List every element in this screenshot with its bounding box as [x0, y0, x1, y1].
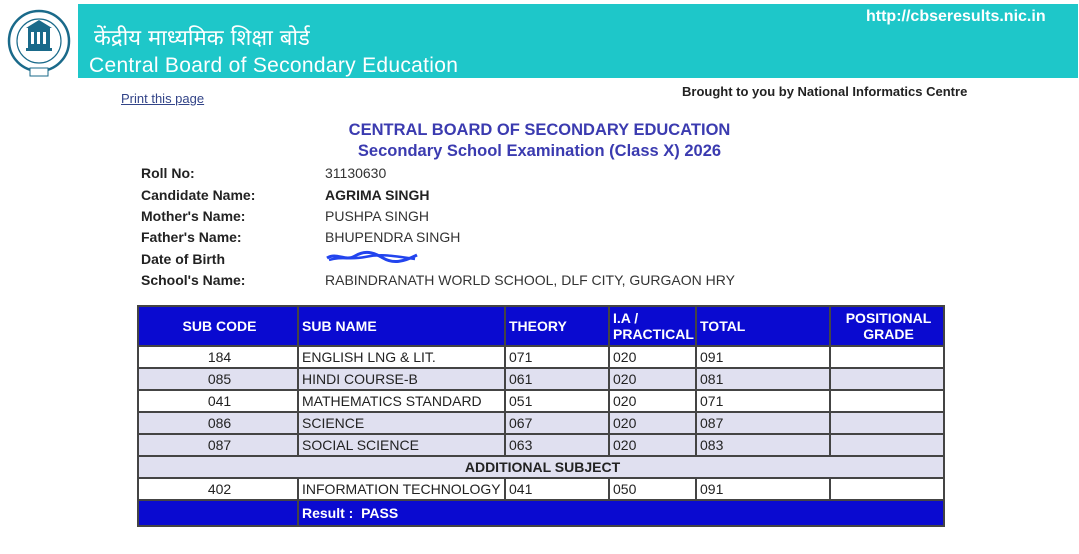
total-cell: 091 [696, 478, 830, 500]
english-board-title: Central Board of Secondary Education [89, 54, 459, 77]
table-row [138, 434, 944, 456]
result-spacer [138, 500, 298, 526]
roll-no-label: Roll No: [141, 165, 195, 181]
total-cell: 081 [696, 368, 830, 390]
ia-cell: 020 [609, 390, 696, 412]
ia-cell: 020 [609, 368, 696, 390]
result-label: Result : [302, 505, 354, 521]
total-header: TOTAL [696, 306, 830, 346]
sub-name-cell: SCIENCE [298, 412, 505, 434]
sub-code-cell: 402 [138, 478, 298, 500]
result-value: PASS [361, 505, 399, 521]
table-row [138, 368, 944, 390]
table-row [138, 390, 944, 412]
sub-name-header: SUB NAME [298, 306, 505, 346]
school-name-value: RABINDRANATH WORLD SCHOOL, DLF CITY, GURGAON HRY [325, 272, 735, 288]
result-row [138, 500, 944, 526]
theory-cell: 051 [505, 390, 609, 412]
header-banner [0, 4, 1078, 78]
table-row [138, 346, 944, 368]
total-cell: 087 [696, 412, 830, 434]
grade-header-line2: GRADE [863, 326, 914, 342]
total-cell: 071 [696, 390, 830, 412]
mother-name-value: PUSHPA SINGH [325, 208, 429, 224]
marks-table [137, 305, 945, 527]
theory-cell: 067 [505, 412, 609, 434]
father-name-value: BHUPENDRA SINGH [325, 229, 461, 245]
cbse-emblem-icon [6, 8, 72, 78]
marks-header-row [138, 306, 944, 346]
table-row [138, 478, 944, 500]
ia-header-line2: PRACTICAL [613, 326, 694, 342]
ia-cell: 050 [609, 478, 696, 500]
result-cell [298, 500, 944, 526]
school-name-label: School's Name: [141, 272, 246, 288]
grade-cell [830, 412, 944, 434]
grade-cell [830, 368, 944, 390]
grade-cell [830, 346, 944, 368]
theory-cell: 071 [505, 346, 609, 368]
grade-cell [830, 434, 944, 456]
additional-subject-row [138, 456, 944, 478]
theory-cell: 041 [505, 478, 609, 500]
grade-cell [830, 390, 944, 412]
nic-credit: Brought to you by National Informatics Centre [682, 84, 968, 99]
sub-code-cell: 086 [138, 412, 298, 434]
ia-cell: 020 [609, 434, 696, 456]
theory-cell: 061 [505, 368, 609, 390]
roll-no-value: 31130630 [325, 165, 387, 181]
sub-name-cell: HINDI COURSE-B [298, 368, 505, 390]
print-page-link[interactable]: Print this page [121, 91, 205, 106]
father-name-label: Father's Name: [141, 229, 242, 245]
mother-name-label: Mother's Name: [141, 208, 246, 224]
sub-name-cell: SOCIAL SCIENCE [298, 434, 505, 456]
table-row [138, 412, 944, 434]
dob-label: Date of Birth [141, 251, 225, 267]
result-heading: CENTRAL BOARD OF SECONDARY EDUCATION [348, 121, 731, 139]
grade-header [830, 306, 944, 346]
ia-header-line1: I.A / [613, 310, 639, 326]
theory-header: THEORY [505, 306, 609, 346]
grade-cell [830, 478, 944, 500]
hindi-board-title: केंद्रीय माध्यमिक शिक्षा बोर्ड [94, 26, 310, 51]
total-cell: 091 [696, 346, 830, 368]
sub-code-cell: 085 [138, 368, 298, 390]
ia-practical-header [609, 306, 696, 346]
sub-name-cell: MATHEMATICS STANDARD [298, 390, 505, 412]
sub-name-cell: INFORMATION TECHNOLOGY [298, 478, 505, 500]
ia-cell: 020 [609, 412, 696, 434]
sub-name-cell: ENGLISH LNG & LIT. [298, 346, 505, 368]
candidate-name-value: AGRIMA SINGH [325, 187, 430, 203]
sub-code-header: SUB CODE [138, 306, 298, 346]
total-cell: 083 [696, 434, 830, 456]
ia-cell: 020 [609, 346, 696, 368]
exam-subheading: Secondary School Examination (Class X) 2026 [357, 142, 722, 160]
site-url: http://cbseresults.nic.in [866, 8, 1046, 25]
logo-container [0, 4, 78, 82]
sub-code-cell: 087 [138, 434, 298, 456]
additional-subject-label: ADDITIONAL SUBJECT [138, 456, 944, 478]
sub-code-cell: 041 [138, 390, 298, 412]
theory-cell: 063 [505, 434, 609, 456]
candidate-name-label: Candidate Name: [141, 187, 256, 203]
sub-code-cell: 184 [138, 346, 298, 368]
grade-header-line1: POSITIONAL [845, 310, 932, 326]
redacted-dob-scribble [325, 250, 420, 264]
